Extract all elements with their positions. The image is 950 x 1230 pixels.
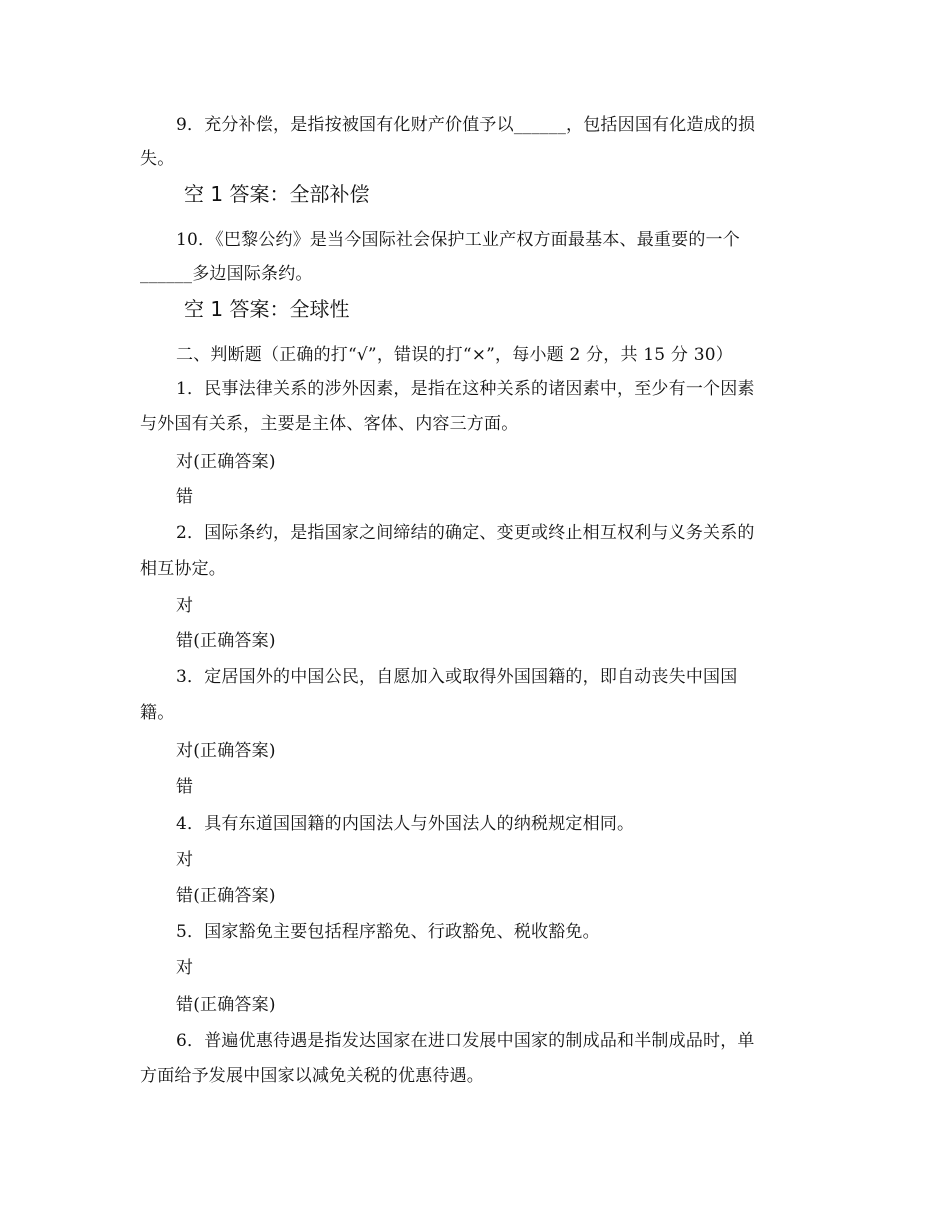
tf-item-2-option-false: 错(正确答案) (176, 631, 276, 651)
tf-item-5-option-false: 错(正确答案) (176, 995, 276, 1015)
section2-heading: 二、判断题（正确的打“√”，错误的打“×”，每小题 2 分，共 15 分 30） (176, 345, 733, 365)
q10-answer: 空 1 答案：全球性 (184, 297, 350, 321)
q9-text-line1: 9．充分补偿，是指按被国有化财产价值予以______，包括因国有化造成的损 (176, 115, 756, 135)
q9-answer: 空 1 答案：全部补偿 (184, 182, 370, 206)
tf-item-2-option-true: 对 (176, 596, 194, 616)
tf-item-5-line1: 5．国家豁免主要包括程序豁免、行政豁免、税收豁免。 (176, 922, 600, 942)
tf-item-5-option-true: 对 (176, 958, 194, 978)
tf-item-3-line1: 3．定居国外的中国公民，自愿加入或取得外国国籍的，即自动丧失中国国 (176, 667, 738, 687)
tf-item-1-option-false: 错 (176, 487, 194, 507)
tf-item-6-line1: 6．普遍优惠待遇是指发达国家在进口发展中国家的制成品和半制成品时，单 (176, 1031, 755, 1051)
tf-item-3-line2: 籍。 (140, 703, 175, 723)
tf-item-1-option-true: 对(正确答案) (176, 452, 276, 472)
q10-text-line1: 10．《巴黎公约》是当今国际社会保护工业产权方面最基本、最重要的一个 (176, 230, 740, 250)
tf-item-3-option-true: 对(正确答案) (176, 741, 276, 761)
tf-item-1-line1: 1．民事法律关系的涉外因素，是指在这种关系的诸因素中，至少有一个因素 (176, 379, 755, 399)
tf-item-4-line1: 4．具有东道国国籍的内国法人与外国法人的纳税规定相同。 (176, 814, 635, 834)
tf-item-6-line2: 方面给予发展中国家以减免关税的优惠待遇。 (140, 1066, 484, 1086)
tf-item-2-line2: 相互协定。 (140, 559, 226, 579)
tf-item-4-option-true: 对 (176, 850, 194, 870)
tf-item-2-line1: 2．国际条约，是指国家之间缔结的确定、变更或终止相互权利与义务关系的 (176, 523, 755, 543)
q9-text-line2: 失。 (140, 149, 175, 169)
tf-item-3-option-false: 错 (176, 777, 194, 797)
tf-item-4-option-false: 错(正确答案) (176, 886, 276, 906)
q10-text-line2: ______多边国际条约。 (140, 264, 313, 284)
tf-item-1-line2: 与外国有关系，主要是主体、客体、内容三方面。 (140, 414, 519, 434)
